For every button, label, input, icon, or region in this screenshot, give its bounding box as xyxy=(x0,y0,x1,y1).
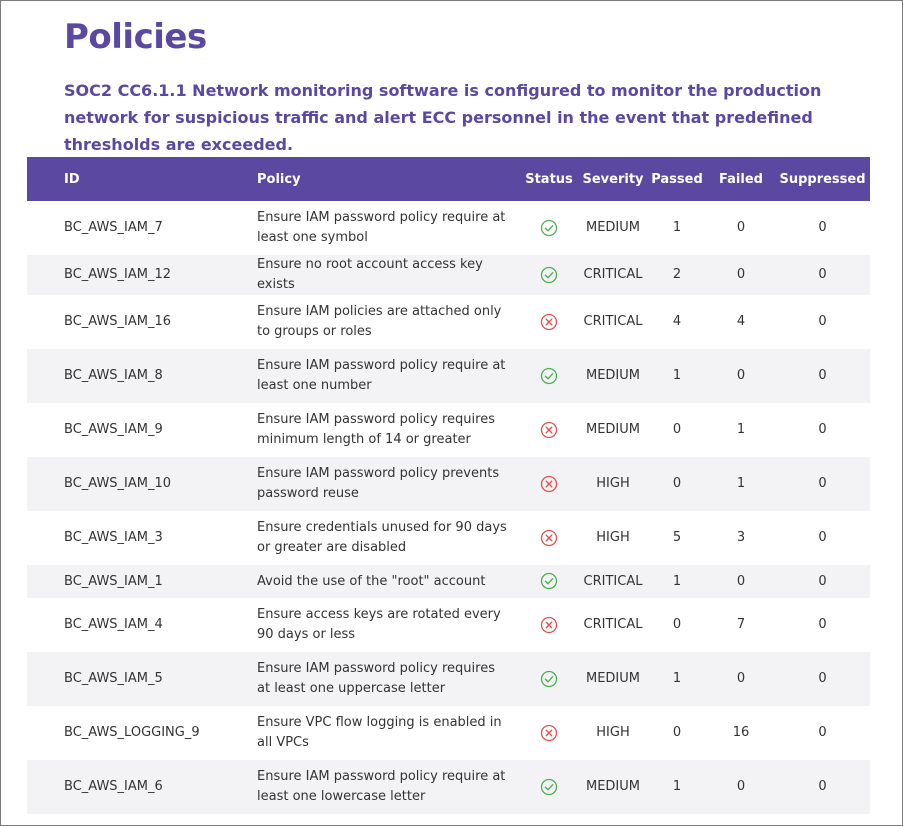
check-circle-icon xyxy=(540,367,558,385)
x-circle-icon xyxy=(540,529,558,547)
policies-table xyxy=(27,157,870,814)
passed-count-cell: 1 xyxy=(672,220,682,235)
status-cell xyxy=(519,598,579,652)
suppressed-count-cell: 0 xyxy=(818,725,827,740)
status-cell xyxy=(519,403,579,457)
status-cell xyxy=(519,760,579,814)
status-cell xyxy=(519,511,579,565)
status-cell xyxy=(519,565,579,598)
x-circle-icon xyxy=(540,421,558,439)
table-row xyxy=(27,652,870,706)
header-id: ID xyxy=(64,171,80,187)
control-description: SOC2 CC6.1.1 Network monitoring software is configured to monitor the production network for suspicious traffic and alert ECC personnel in the event that predefined thresholds are exceeded. xyxy=(64,81,822,154)
status-cell xyxy=(519,201,579,255)
policy-name-cell: Ensure credentials unused for 90 days or greater are disabled xyxy=(257,520,507,555)
passed-count-cell: 1 xyxy=(672,779,682,794)
policy-name-cell: Ensure IAM password policy requires minimum length of 14 or greater xyxy=(257,412,495,447)
suppressed-count-cell: 0 xyxy=(818,671,827,686)
policy-name-cell: Ensure no root account access key exists xyxy=(257,257,483,292)
policy-id-cell: BC_AWS_IAM_4 xyxy=(64,617,163,632)
check-circle-icon xyxy=(540,572,558,590)
table-row xyxy=(27,598,870,652)
suppressed-count-cell: 0 xyxy=(818,779,827,794)
passed-count-cell: 0 xyxy=(672,725,682,740)
header-policy: Policy xyxy=(257,171,301,187)
passed-count-cell: 0 xyxy=(672,617,682,632)
policy-id-cell: BC_AWS_LOGGING_9 xyxy=(64,725,200,740)
page-title: Policies xyxy=(64,17,207,57)
policy-name-cell: Ensure IAM password policy prevents password reuse xyxy=(257,466,500,501)
check-circle-icon xyxy=(540,670,558,688)
suppressed-count-cell: 0 xyxy=(818,220,827,235)
failed-count-cell: 0 xyxy=(736,671,746,686)
passed-count-cell: 2 xyxy=(672,267,682,282)
suppressed-count-cell: 0 xyxy=(818,267,827,282)
table-row xyxy=(27,349,870,403)
severity-cell: MEDIUM xyxy=(585,671,640,686)
table-row xyxy=(27,201,870,255)
table-row xyxy=(27,295,870,349)
status-cell xyxy=(519,652,579,706)
policy-id-cell: BC_AWS_IAM_7 xyxy=(64,220,163,235)
suppressed-count-cell: 0 xyxy=(818,530,827,545)
suppressed-count-cell: 0 xyxy=(818,422,827,437)
policy-name-cell: Ensure access keys are rotated every 90 days or less xyxy=(257,607,501,642)
policy-id-cell: BC_AWS_IAM_9 xyxy=(64,422,163,437)
table-row xyxy=(27,760,870,814)
header-failed: Failed xyxy=(719,171,763,187)
policy-id-cell: BC_AWS_IAM_16 xyxy=(64,314,172,329)
passed-count-cell: 1 xyxy=(672,671,682,686)
passed-count-cell: 0 xyxy=(672,476,682,491)
severity-cell: HIGH xyxy=(596,530,630,545)
policy-name-cell: Ensure IAM policies are attached only to groups or roles xyxy=(257,304,502,339)
suppressed-count-cell: 0 xyxy=(818,617,827,632)
table-row xyxy=(27,255,870,295)
table-row xyxy=(27,403,870,457)
table-header-row xyxy=(27,157,870,201)
policy-id-cell: BC_AWS_IAM_8 xyxy=(64,368,163,383)
failed-count-cell: 1 xyxy=(736,422,746,437)
failed-count-cell: 16 xyxy=(732,725,750,740)
table-row xyxy=(27,706,870,760)
severity-cell: MEDIUM xyxy=(585,422,640,437)
severity-cell: CRITICAL xyxy=(583,573,643,589)
x-circle-icon xyxy=(540,475,558,493)
policy-name-cell: Ensure IAM password policy require at least one symbol xyxy=(257,210,506,245)
status-cell xyxy=(519,457,579,511)
policy-name-cell: Ensure IAM password policy require at least one lowercase letter xyxy=(257,769,506,804)
header-severity: Severity xyxy=(582,171,644,187)
passed-count-cell: 1 xyxy=(672,573,682,589)
severity-cell: MEDIUM xyxy=(585,368,640,383)
table-row xyxy=(27,457,870,511)
check-circle-icon xyxy=(540,778,558,796)
severity-cell: HIGH xyxy=(596,725,630,740)
policy-name-cell: Ensure IAM password policy require at least one number xyxy=(257,358,506,393)
table-row xyxy=(27,511,870,565)
severity-cell: MEDIUM xyxy=(585,779,640,794)
passed-count-cell: 0 xyxy=(672,422,682,437)
header-status: Status xyxy=(525,171,573,187)
policy-id-cell: BC_AWS_IAM_5 xyxy=(64,671,163,686)
severity-cell: HIGH xyxy=(596,476,630,491)
failed-count-cell: 0 xyxy=(736,267,746,282)
policy-id-cell: BC_AWS_IAM_12 xyxy=(64,267,172,282)
policy-id-cell: BC_AWS_IAM_1 xyxy=(64,573,163,589)
suppressed-count-cell: 0 xyxy=(818,573,827,589)
header-passed: Passed xyxy=(651,171,703,187)
header-suppressed: Suppressed xyxy=(779,171,866,187)
status-cell xyxy=(519,706,579,760)
policy-id-cell: BC_AWS_IAM_6 xyxy=(64,779,163,794)
suppressed-count-cell: 0 xyxy=(818,476,827,491)
suppressed-count-cell: 0 xyxy=(818,314,827,329)
severity-cell: CRITICAL xyxy=(583,314,643,329)
failed-count-cell: 0 xyxy=(736,368,746,383)
table-body xyxy=(27,201,870,814)
policy-id-cell: BC_AWS_IAM_10 xyxy=(64,476,172,491)
passed-count-cell: 1 xyxy=(672,368,682,383)
failed-count-cell: 7 xyxy=(736,617,746,632)
passed-count-cell: 5 xyxy=(672,530,682,545)
policy-name-cell: Ensure VPC flow logging is enabled in all VPCs xyxy=(257,715,502,750)
x-circle-icon xyxy=(540,616,558,634)
x-circle-icon xyxy=(540,313,558,331)
status-cell xyxy=(519,349,579,403)
check-circle-icon xyxy=(540,266,558,284)
passed-count-cell: 4 xyxy=(672,314,682,329)
failed-count-cell: 0 xyxy=(736,779,746,794)
failed-count-cell: 4 xyxy=(736,314,746,329)
failed-count-cell: 3 xyxy=(736,530,746,545)
check-circle-icon xyxy=(540,219,558,237)
policies-page xyxy=(1,1,902,825)
status-cell xyxy=(519,255,579,295)
policy-name-cell: Ensure IAM password policy requires at least one uppercase letter xyxy=(257,661,495,696)
suppressed-count-cell: 0 xyxy=(818,368,827,383)
failed-count-cell: 1 xyxy=(736,476,746,491)
x-circle-icon xyxy=(540,724,558,742)
table-row xyxy=(27,565,870,598)
severity-cell: MEDIUM xyxy=(585,220,640,235)
status-cell xyxy=(519,295,579,349)
failed-count-cell: 0 xyxy=(736,573,746,589)
failed-count-cell: 0 xyxy=(736,220,746,235)
policy-id-cell: BC_AWS_IAM_3 xyxy=(64,530,163,545)
policy-name-cell: Avoid the use of the "root" account xyxy=(257,573,486,589)
severity-cell: CRITICAL xyxy=(583,267,643,282)
severity-cell: CRITICAL xyxy=(583,617,643,632)
